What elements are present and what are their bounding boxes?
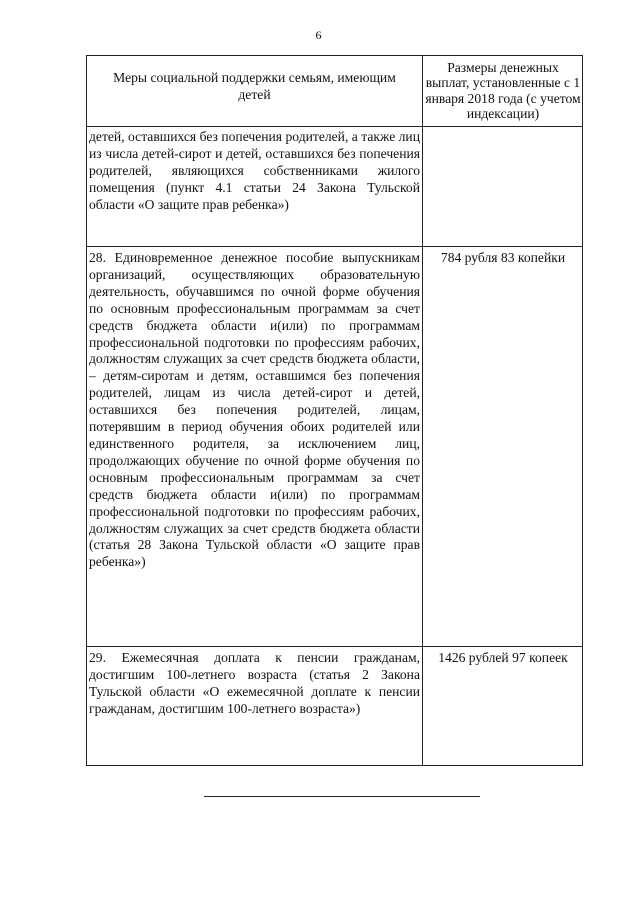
- header-measures: Меры социальной поддержки семьям, имеющим детей: [113, 70, 396, 102]
- header-amounts: Размеры денежных выплат, установленные с 1 января 2018 года (с учетом индексации): [425, 60, 581, 122]
- footer-divider-line: [204, 796, 480, 797]
- benefits-table: [86, 55, 583, 766]
- table-row-29-measure: 29. Ежемесячная доплата к пенсии гражданам, достигшим 100-летнего возраста (статья 2 Закона Тульской области «О ежемесячной доплате к пенсии гражданам, достигшим 100-летнего возраста»): [89, 650, 420, 716]
- table-row-continuation-measure: детей, оставшихся без попечения родителей, а также лиц из числа детей-сирот и детей, оставшихся без попечения родителей, являющихся собственниками жилого помещения (пункт 4.1 статьи 24 Закона Тульской области «О защите прав ребенка»): [89, 129, 420, 212]
- table-row-28-amount: 784 рубля 83 копейки: [440, 250, 566, 265]
- row-divider: [87, 126, 582, 127]
- table-row-28-measure: 28. Единовременное денежное пособие выпускникам организаций, осуществляющих образовательную деятельность, обучавшимся по очной форме обучения по основным профессиональным программам за счет средств бюджета области и(или) по программам профессиональной подготовки по профессиям рабочих, должностям служащих за счет средств бюджета области, – детям-сиротам и детям, оставшимся без попечения родителей, лицам из числа детей-сирот и детей, оставшихся без попечения родителей, лицам, потерявшим в период обучения обоих родителей или единственного родителя, за исключением лиц, продолжающих обучение по очной форме обучения по основным профессиональным программам за счет средств бюджета области и(или) по программам профессиональной подготовки по профессиям рабочих, должностям служащих за счет средств бюджета области (статья 28 Закона Тульской области «О защите прав ребенка»): [89, 250, 420, 570]
- page-number: 6: [315, 28, 322, 42]
- column-divider: [422, 56, 423, 765]
- row-divider: [87, 646, 582, 647]
- row-divider: [87, 246, 582, 247]
- table-row-29-amount: 1426 рублей 97 копеек: [438, 650, 568, 665]
